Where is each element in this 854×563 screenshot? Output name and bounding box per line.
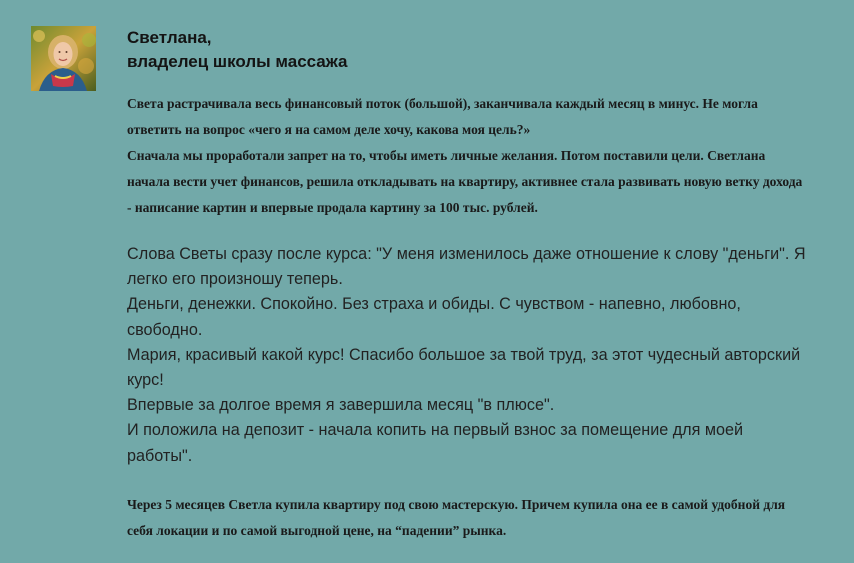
intro-text <box>127 91 807 221</box>
portrait-photo-icon <box>31 26 96 91</box>
outcome-text <box>127 492 807 544</box>
outcome-paragraph: Через 5 месяцев Светла купила квартиру под свою мастерскую. Причем купила она ее в самой удобной для себя локации и по самой выгодной цене, на “падении” рынка. <box>127 496 786 538</box>
reviewer-role: владелец школы массажа <box>127 52 348 71</box>
quote-line: Деньги, денежки. Спокойно. Без страха и обиды. С чувством - напевно, любовно, свободно. <box>127 295 741 339</box>
quote-line: Слова Светы сразу после курса: "У меня изменилось даже отношение к слову "деньги". Я легко его произношу теперь. <box>127 245 806 289</box>
quote-line: Мария, красивый какой курс! Спасибо большое за твой труд, за этот чудесный авторский курс! <box>127 345 801 390</box>
avatar <box>31 26 96 91</box>
reviewer-name: Светлана, <box>127 28 212 47</box>
quote-line: Впервые за долгое время я завершила месяц "в плюсе". <box>127 396 555 415</box>
testimonial <box>127 26 807 544</box>
quote-line: И положила на депозит - начала копить на первый взнос за помещение для моей работы". <box>127 421 744 465</box>
intro-paragraph: Света растрачивала весь финансовый поток (большой), заканчивала каждый месяц в минус. Не могла ответить на вопрос «чего я на самом деле хочу, какова моя цель?» <box>127 96 758 137</box>
intro-paragraph: Сначала мы проработали запрет на то, чтобы иметь личные желания. Потом поставили цели. Светлана начала вести учет финансов, решила откладывать на квартиру, активнее стала развивать новую ветку дохода - написание картин и впервые продала картину за 100 тыс. рублей. <box>127 148 803 215</box>
client-quote <box>127 242 807 469</box>
